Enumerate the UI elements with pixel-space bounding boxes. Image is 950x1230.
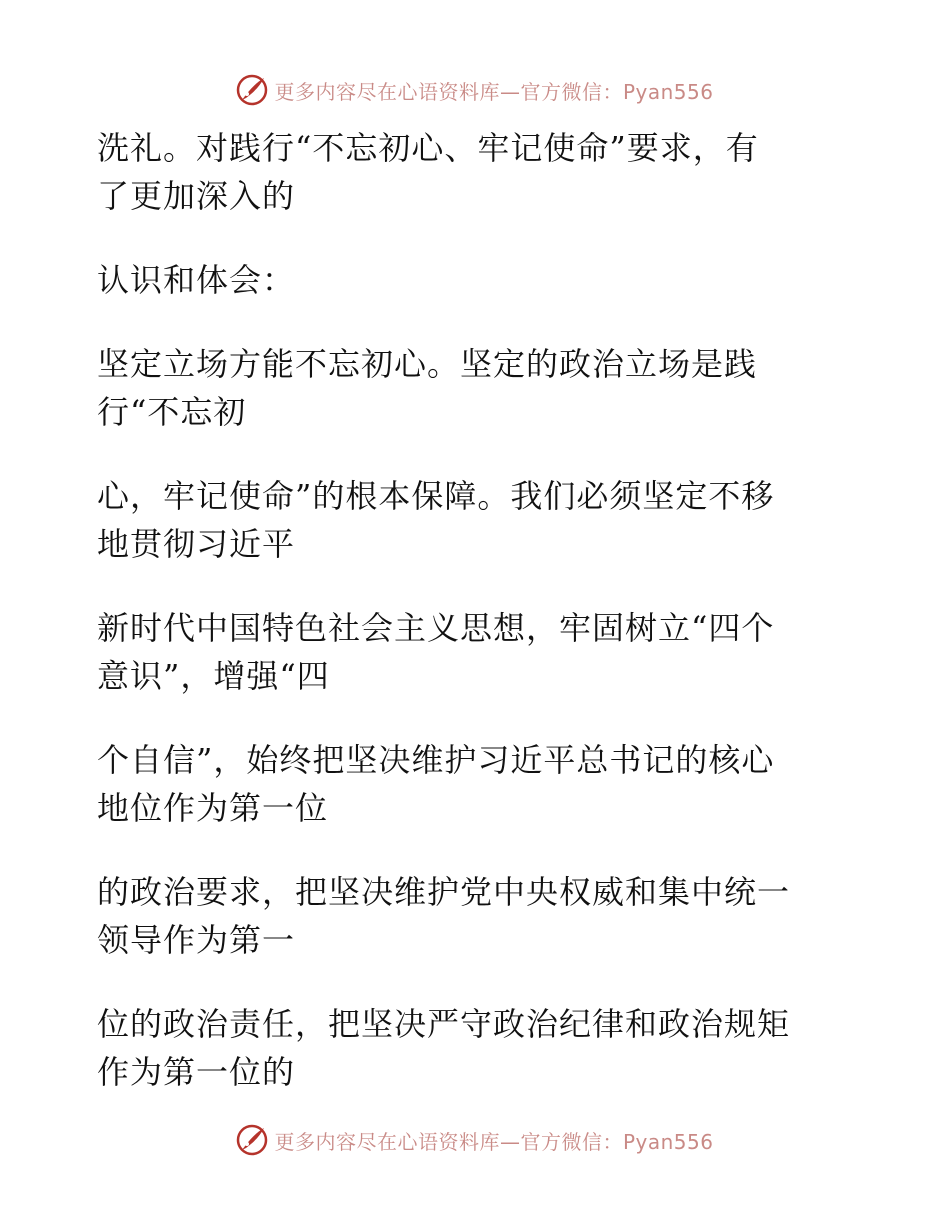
text-line: 洗礼。对践行“不忘初心、牢记使命”要求，有 <box>97 129 759 167</box>
text-line: 个自信”，始终把坚决维护习近平总书记的核心 <box>97 741 775 779</box>
paragraph <box>97 256 837 304</box>
paragraph <box>97 1000 837 1096</box>
text-line: 位的政治责任，把坚决严守政治纪律和政治规矩 <box>97 1005 791 1043</box>
text-line: 地位作为第一位 <box>97 789 329 827</box>
document-body <box>97 124 837 1132</box>
text-line: 认识和体会： <box>97 261 296 299</box>
quill-pen-logo-icon <box>236 74 268 106</box>
text-line: 作为第一位的 <box>97 1053 296 1091</box>
header-banner <box>0 70 950 110</box>
header-banner-text: 更多内容尽在心语资料库—官方微信：Pyan556 <box>274 79 714 104</box>
text-line: 了更加深入的 <box>97 177 296 215</box>
paragraph <box>97 868 837 964</box>
text-line: 意识”，增强“四 <box>97 657 330 695</box>
text-line: 领导作为第一 <box>97 921 296 959</box>
paragraph <box>97 604 837 700</box>
quill-pen-logo-icon <box>236 1124 268 1156</box>
paragraph <box>97 340 837 436</box>
text-line: 地贯彻习近平 <box>97 525 296 563</box>
text-line: 的政治要求，把坚决维护党中央权威和集中统一 <box>97 873 791 911</box>
text-line: 行“不忘初 <box>97 393 247 431</box>
paragraph <box>97 736 837 832</box>
paragraph <box>97 472 837 568</box>
text-line: 坚定立场方能不忘初心。坚定的政治立场是践 <box>97 345 758 383</box>
footer-banner-text: 更多内容尽在心语资料库—官方微信：Pyan556 <box>274 1129 714 1154</box>
text-line: 新时代中国特色社会主义思想，牢固树立“四个 <box>97 609 775 647</box>
footer-banner <box>0 1120 950 1160</box>
text-line: 心，牢记使命”的根本保障。我们必须坚定不移 <box>97 477 775 515</box>
paragraph <box>97 124 837 220</box>
